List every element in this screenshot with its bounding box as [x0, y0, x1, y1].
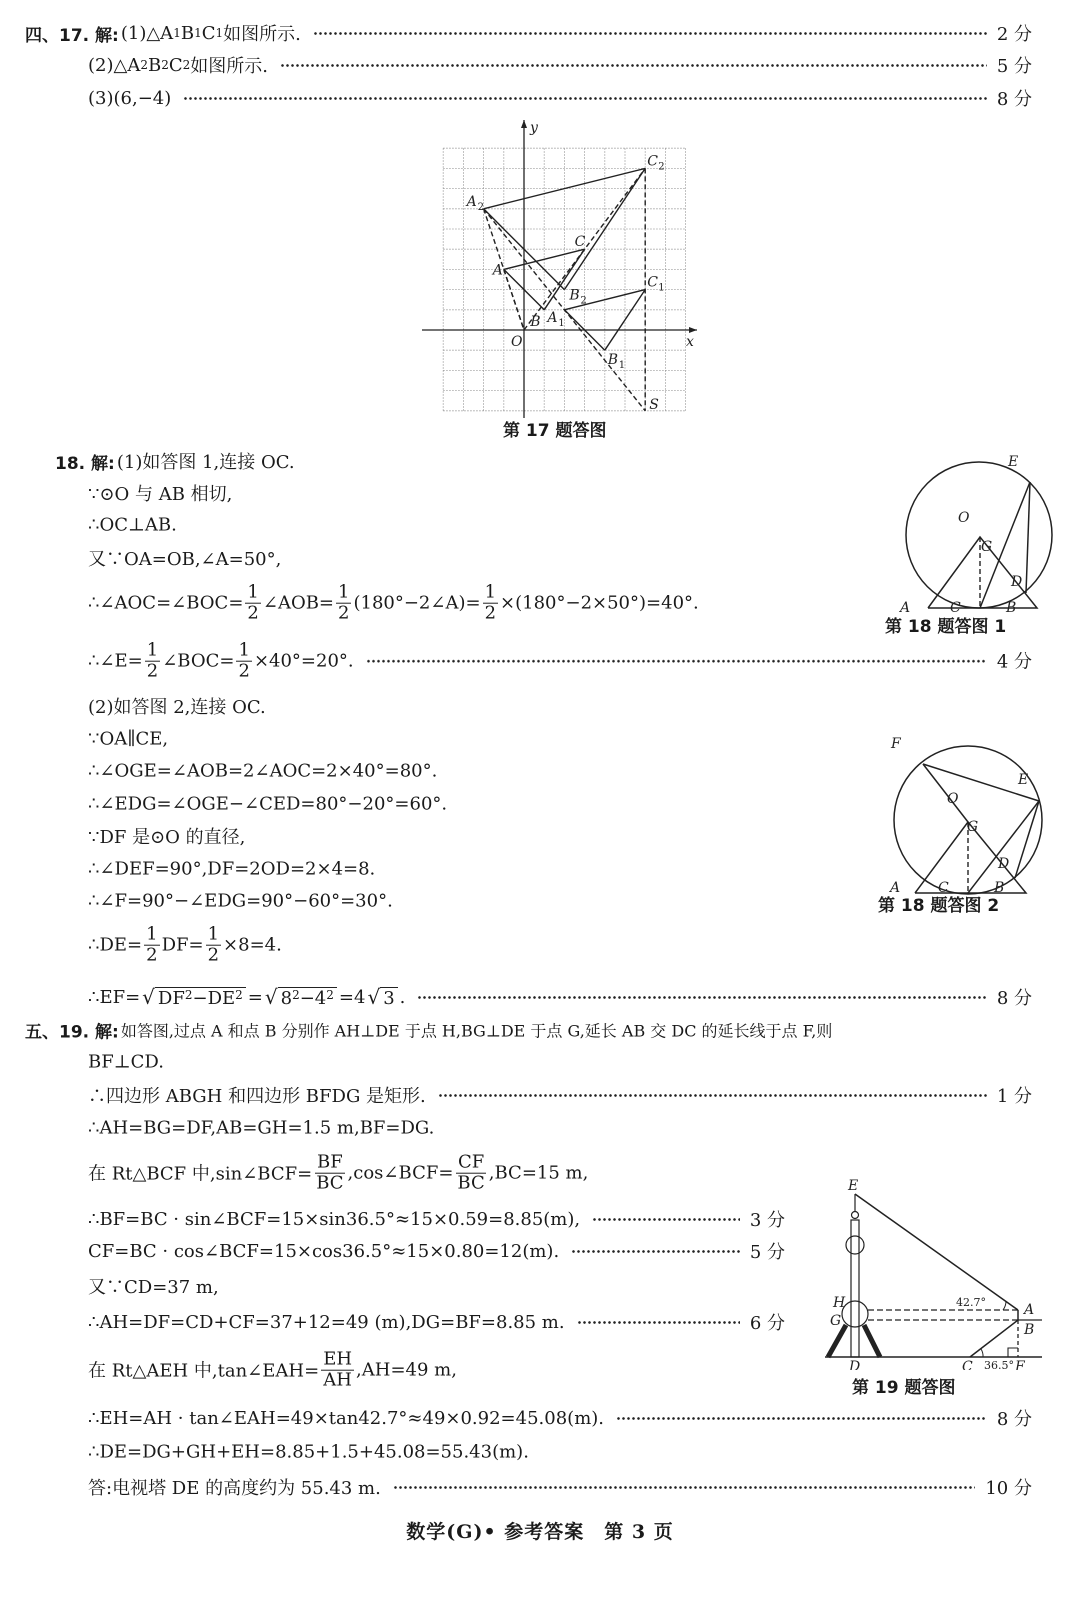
- line-content: [88, 1241, 559, 1262]
- line-content: [88, 1312, 565, 1333]
- line-content: [121, 20, 301, 46]
- math-text: 又∵OA=OB,∠A=50°,: [88, 549, 282, 570]
- radicand: [380, 987, 397, 1009]
- math-text: (1)如答图 1,连接 OC.: [116, 452, 295, 473]
- label-g: G: [967, 819, 979, 835]
- dotted-leader: [577, 1312, 740, 1332]
- subscript: 1: [194, 26, 202, 40]
- line-content: [88, 641, 354, 682]
- radical-sign-icon: √: [264, 985, 278, 1009]
- fraction-numerator: 1: [338, 581, 350, 603]
- label-c: C: [950, 600, 961, 616]
- fraction: [144, 925, 159, 966]
- dotted-leader: [571, 1241, 740, 1261]
- label-a1: A: [547, 309, 558, 326]
- fraction-denominator: 2: [484, 602, 497, 624]
- label-b: B: [994, 880, 1005, 896]
- line-content: [88, 88, 171, 109]
- fraction: [314, 1153, 345, 1194]
- math-text: ×8=4.: [223, 934, 282, 956]
- angle-label-c: 36.5°: [984, 1359, 1014, 1370]
- label-a2: A: [466, 193, 477, 210]
- solution-line: [25, 1018, 832, 1043]
- line-content: [88, 1273, 219, 1299]
- solution-line: [88, 925, 282, 966]
- label-a: A: [900, 600, 911, 616]
- line-content: [88, 1442, 529, 1463]
- math-text: ∴∠OGE=∠AOB=2∠AOC=2×40°=80°.: [88, 760, 438, 782]
- line-content: [88, 515, 177, 536]
- label-y-axis: y: [530, 120, 538, 136]
- fraction-numerator: 1: [484, 581, 497, 603]
- fraction: [336, 583, 351, 624]
- fraction: [483, 583, 498, 624]
- label-b: B: [530, 313, 541, 330]
- math-text: (3)(6,−4): [88, 87, 172, 109]
- math-text: 在 Rt△BCF 中,sin∠BCF=: [88, 1164, 313, 1185]
- fraction: [321, 1350, 354, 1391]
- math-text: ,AH=49 m,: [356, 1359, 457, 1381]
- label-g: G: [830, 1313, 842, 1329]
- math-text: =: [247, 986, 263, 1008]
- score-points: 2 分: [996, 24, 1032, 45]
- line-cb: [970, 1320, 1018, 1357]
- superscript: 2: [184, 988, 193, 1002]
- solution-line: [88, 545, 281, 571]
- solution-line: [88, 1153, 588, 1194]
- math-text: ∴BF=BC · sin∠BCF=15×sin36.5°≈15×0.59=8.85(m),: [88, 1208, 581, 1230]
- label-c: C: [962, 1359, 973, 1370]
- label-o: O: [947, 791, 959, 807]
- line-ea: [855, 1194, 1018, 1310]
- figure-18-1-caption: 第 18 题答图 1: [885, 617, 1007, 637]
- score-points: 8 分: [996, 89, 1032, 110]
- tv-tower-icon: [828, 1194, 880, 1357]
- math-text: BF⊥CD.: [88, 1051, 164, 1073]
- score-points: 8 分: [996, 1409, 1032, 1430]
- label-b2: B: [569, 287, 580, 304]
- question-label: 18. 解:: [55, 453, 115, 474]
- line-content: [88, 1408, 604, 1429]
- line-content: [88, 480, 232, 506]
- math-text: ×(180°−2×50°)=40°.: [500, 592, 699, 614]
- fraction: [145, 641, 160, 682]
- solution-line: [88, 1273, 219, 1299]
- label-a: A: [890, 880, 901, 896]
- label-a: A: [492, 262, 503, 279]
- fraction-denominator: 2: [146, 944, 158, 966]
- line-content: [88, 1118, 434, 1139]
- dotted-leader: [417, 987, 986, 1007]
- dotted-leader: [616, 1408, 987, 1428]
- math-text: −DE: [192, 988, 236, 1009]
- dotted-leader: [366, 651, 987, 671]
- label-b: B: [1006, 600, 1017, 616]
- fraction: [236, 641, 251, 682]
- line-content: [88, 1082, 426, 1108]
- math-text: (1)△A: [120, 22, 174, 44]
- label-b2-subscript: 2: [580, 295, 587, 307]
- solution-line: [88, 515, 177, 536]
- fraction: [206, 925, 221, 966]
- superscript: 2: [235, 988, 243, 1002]
- label-d: D: [998, 856, 1010, 872]
- solution-line: [88, 583, 699, 624]
- math-text: (180°−2∠A)=: [353, 592, 481, 614]
- label-s: S: [649, 396, 659, 413]
- line-content: [88, 891, 393, 912]
- label-b: B: [1024, 1322, 1035, 1338]
- line-content: [88, 1209, 580, 1230]
- label-b1: B: [607, 352, 619, 369]
- label-c1: C: [647, 274, 658, 291]
- math-text: ∴四边形 ABGH 和四边形 BFDG 是矩形.: [88, 1086, 426, 1107]
- score-points: 6 分: [749, 1313, 785, 1334]
- math-text: 如图所示.: [190, 56, 269, 77]
- math-text: ∠BOC=: [162, 650, 235, 672]
- line-content: [88, 985, 405, 1009]
- fraction-numerator: EH: [323, 1348, 353, 1370]
- math-text: C: [168, 54, 183, 76]
- solution-line: [88, 1442, 529, 1463]
- solution-line: [55, 448, 295, 474]
- line-content: [88, 583, 699, 624]
- y-axis-arrow-icon: [521, 120, 527, 128]
- math-text: ∴∠E=: [88, 650, 143, 672]
- subscript: 1: [215, 26, 224, 40]
- label-e: E: [1008, 454, 1019, 470]
- right-angle-mark: [1008, 1348, 1018, 1357]
- solution-line: [88, 1238, 785, 1264]
- solution-line: [88, 859, 375, 880]
- line-content: [88, 729, 168, 750]
- solution-line: [88, 641, 1032, 682]
- fraction-denominator: AH: [323, 1369, 352, 1391]
- math-text: 8: [280, 988, 293, 1009]
- angle-arc-a: [1003, 1301, 1006, 1310]
- figure-18-2-caption: 第 18 题答图 2: [878, 896, 1000, 916]
- score-points: 3 分: [749, 1210, 785, 1231]
- math-text: 如答图,过点 A 和点 B 分别作 AH⊥DE 于点 H,BG⊥DE 于点 G,延长 AB 交 DC 的延长线于点 F,则: [120, 1021, 833, 1041]
- math-text: ,cos∠BCF=: [347, 1162, 454, 1184]
- label-e: E: [848, 1178, 859, 1194]
- line-content: [88, 761, 437, 782]
- fraction-denominator: 2: [247, 602, 259, 624]
- line-content: [88, 794, 447, 815]
- solution-line: [88, 891, 393, 912]
- line-ed: [1015, 801, 1039, 878]
- solution-line: [88, 1350, 457, 1391]
- square-root: [142, 985, 246, 1009]
- line-content: [88, 823, 245, 849]
- solution-line: [88, 794, 447, 815]
- math-text: ∴AH=DF=CD+CF=37+12=49 (m),DG=BF=8.85 m.: [88, 1311, 565, 1333]
- solution-line: [88, 761, 437, 782]
- math-text: ∴∠DEF=90°,DF=2OD=2×4=8.: [88, 858, 376, 880]
- dotted-leader: [280, 55, 987, 75]
- fraction-denominator: 2: [338, 602, 350, 624]
- math-text: ∴OC⊥AB.: [88, 514, 177, 536]
- score-points: 5 分: [996, 56, 1032, 77]
- subscript: 1: [173, 26, 181, 40]
- dotted-leader: [183, 88, 987, 108]
- line-content: [88, 925, 282, 966]
- math-text: 如图所示.: [223, 24, 301, 45]
- score-points: 5 分: [749, 1242, 785, 1263]
- dotted-leader: [393, 1477, 976, 1497]
- solution-line: [88, 1082, 1032, 1108]
- fraction-numerator: 1: [247, 581, 259, 603]
- superscript: 2: [292, 988, 300, 1002]
- line-content: [117, 448, 295, 474]
- label-g: G: [981, 539, 993, 555]
- fraction-denominator: 2: [207, 944, 220, 966]
- subscript: 2: [161, 58, 169, 72]
- solution-line: [88, 729, 168, 750]
- radicand: [278, 987, 337, 1009]
- math-text: ∴EH=AH · tan∠EAH=49×tan42.7°≈49×0.92=45.08(m).: [88, 1407, 605, 1429]
- line-content: [88, 1474, 381, 1500]
- figure-19-caption: 第 19 题答图: [852, 1378, 956, 1398]
- solution-line: [88, 693, 266, 719]
- line-content: [88, 693, 266, 719]
- fraction: [455, 1153, 486, 1194]
- math-text: C: [201, 22, 216, 44]
- math-text: (2)△A: [88, 54, 141, 76]
- math-text: ∵⊙O 与 AB 相切,: [88, 484, 233, 505]
- math-text: 又∵CD=37 m,: [88, 1277, 219, 1298]
- math-text: ∵OA∥CE,: [88, 728, 169, 750]
- label-origin: O: [511, 334, 523, 350]
- radical-sign-icon: √: [367, 985, 381, 1009]
- label-h: H: [833, 1295, 846, 1311]
- fraction-denominator: BC: [457, 1172, 485, 1194]
- label-b1-subscript: 1: [618, 360, 626, 372]
- label-x-axis: x: [686, 334, 694, 350]
- label-f: F: [891, 736, 901, 752]
- fraction-denominator: BC: [316, 1172, 344, 1194]
- line-content: [88, 52, 268, 78]
- math-text: ∴∠EDG=∠OGE−∠CED=80°−20°=60°.: [88, 793, 448, 815]
- line-content: [88, 859, 375, 880]
- fraction: [245, 583, 260, 624]
- figure-17-caption: 第 17 题答图: [503, 421, 607, 441]
- dotted-leader: [313, 23, 987, 43]
- line-content: [88, 1153, 588, 1194]
- solution-line: [88, 1052, 164, 1073]
- line-content: [121, 1019, 832, 1042]
- score-points: 8 分: [996, 988, 1032, 1009]
- question-label: 五、19. 解:: [25, 1022, 119, 1043]
- solution-line: [88, 823, 245, 849]
- math-text: DF=: [161, 934, 204, 956]
- math-text: 3: [383, 988, 395, 1009]
- score-points: 10 分: [985, 1478, 1032, 1499]
- math-text: −4: [299, 988, 327, 1009]
- page-footer: 数学(G)• 参考答案 第 3 页: [406, 1521, 674, 1543]
- solution-line: [88, 1206, 785, 1232]
- label-a: A: [1024, 1302, 1035, 1318]
- figure-18-1-circle-diagram: [880, 450, 1060, 620]
- math-text: =4: [338, 986, 366, 1008]
- label-d: D: [1011, 574, 1023, 590]
- question-label: 四、17. 解:: [25, 25, 119, 46]
- fraction-numerator: 1: [146, 923, 158, 945]
- label-f: F: [1015, 1359, 1025, 1370]
- solution-line: [88, 85, 1032, 111]
- math-text: ∴∠F=90°−∠EDG=90°−60°=30°.: [88, 890, 393, 912]
- square-root: [265, 985, 337, 1009]
- line-content: [88, 1350, 457, 1391]
- subscript: 2: [140, 58, 148, 72]
- label-d: D: [849, 1359, 861, 1370]
- solution-line: [88, 52, 1032, 78]
- fraction-numerator: 1: [146, 639, 159, 661]
- dotted-leader: [592, 1209, 740, 1229]
- solution-line: [88, 1474, 1032, 1500]
- math-text: ∠AOB=: [262, 592, 335, 614]
- radical-sign-icon: √: [142, 985, 155, 1009]
- math-text: 在 Rt△AEH 中,tan∠EAH=: [88, 1361, 320, 1382]
- math-text: ×40°=20°.: [253, 650, 354, 672]
- figure-17-coordinate-grid: [410, 110, 710, 420]
- math-text: B: [147, 54, 162, 76]
- subscript: 2: [182, 58, 191, 72]
- math-text: B: [180, 22, 195, 44]
- math-text: ∵DF 是⊙O 的直径,: [88, 827, 246, 848]
- solution-line: [88, 1309, 785, 1335]
- math-text: (2)如答图 2,连接 OC.: [88, 697, 266, 718]
- fraction-numerator: BF: [317, 1151, 343, 1173]
- math-text: CF=BC · cos∠BCF=15×cos36.5°≈15×0.80=12(m).: [88, 1240, 560, 1262]
- fraction-numerator: 1: [238, 639, 250, 661]
- solution-line: [88, 480, 232, 506]
- label-a1-subscript: 1: [558, 317, 565, 329]
- math-text: ,BC=15 m,: [488, 1162, 589, 1184]
- math-text: ∴DE=DG+GH+EH=8.85+1.5+45.08=55.43(m).: [88, 1441, 529, 1463]
- label-c: C: [574, 234, 586, 251]
- superscript: 2: [326, 988, 334, 1002]
- math-text: DF: [157, 988, 185, 1009]
- fraction-denominator: 2: [146, 660, 159, 682]
- score-points: 4 分: [996, 652, 1032, 673]
- solution-line: [88, 1118, 434, 1139]
- math-text: ∴EF=: [88, 986, 141, 1008]
- math-text: ∴∠AOC=∠BOC=: [88, 592, 244, 614]
- line-ed: [1026, 482, 1030, 593]
- figure-19-tv-tower-diagram: [800, 1145, 1045, 1370]
- angle-label-a: 42.7°: [956, 1296, 986, 1309]
- radicand: [155, 987, 246, 1009]
- x-axis-arrow-icon: [689, 327, 697, 333]
- math-text: ∴DE=: [88, 934, 143, 956]
- solution-line: [25, 20, 1032, 46]
- label-c2: C: [647, 153, 658, 170]
- solution-line: [88, 984, 1032, 1010]
- figure-18-2-circle-diagram: [860, 730, 1050, 900]
- fraction-denominator: 2: [238, 660, 250, 682]
- dotted-leader: [438, 1085, 987, 1105]
- fraction-numerator: 1: [207, 923, 220, 945]
- line-content: [88, 545, 281, 571]
- square-root: [367, 985, 397, 1009]
- fraction-numerator: CF: [457, 1151, 485, 1173]
- line-content: [88, 1052, 164, 1073]
- label-c: C: [938, 880, 949, 896]
- label-c2-subscript: 2: [658, 161, 665, 173]
- label-e: E: [1018, 772, 1029, 788]
- line-fo: [923, 764, 968, 822]
- angle-arc-c: [981, 1349, 983, 1357]
- label-o: O: [958, 510, 970, 526]
- math-text: 答:电视塔 DE 的高度约为 55.43 m.: [88, 1478, 381, 1499]
- math-text: ∴AH=BG=DF,AB=GH=1.5 m,BF=DG.: [88, 1117, 435, 1139]
- solution-line: [88, 1405, 1032, 1431]
- math-text: .: [399, 986, 406, 1008]
- label-a2-subscript: 2: [477, 201, 484, 213]
- score-points: 1 分: [996, 1086, 1032, 1107]
- label-c1-subscript: 1: [658, 282, 665, 294]
